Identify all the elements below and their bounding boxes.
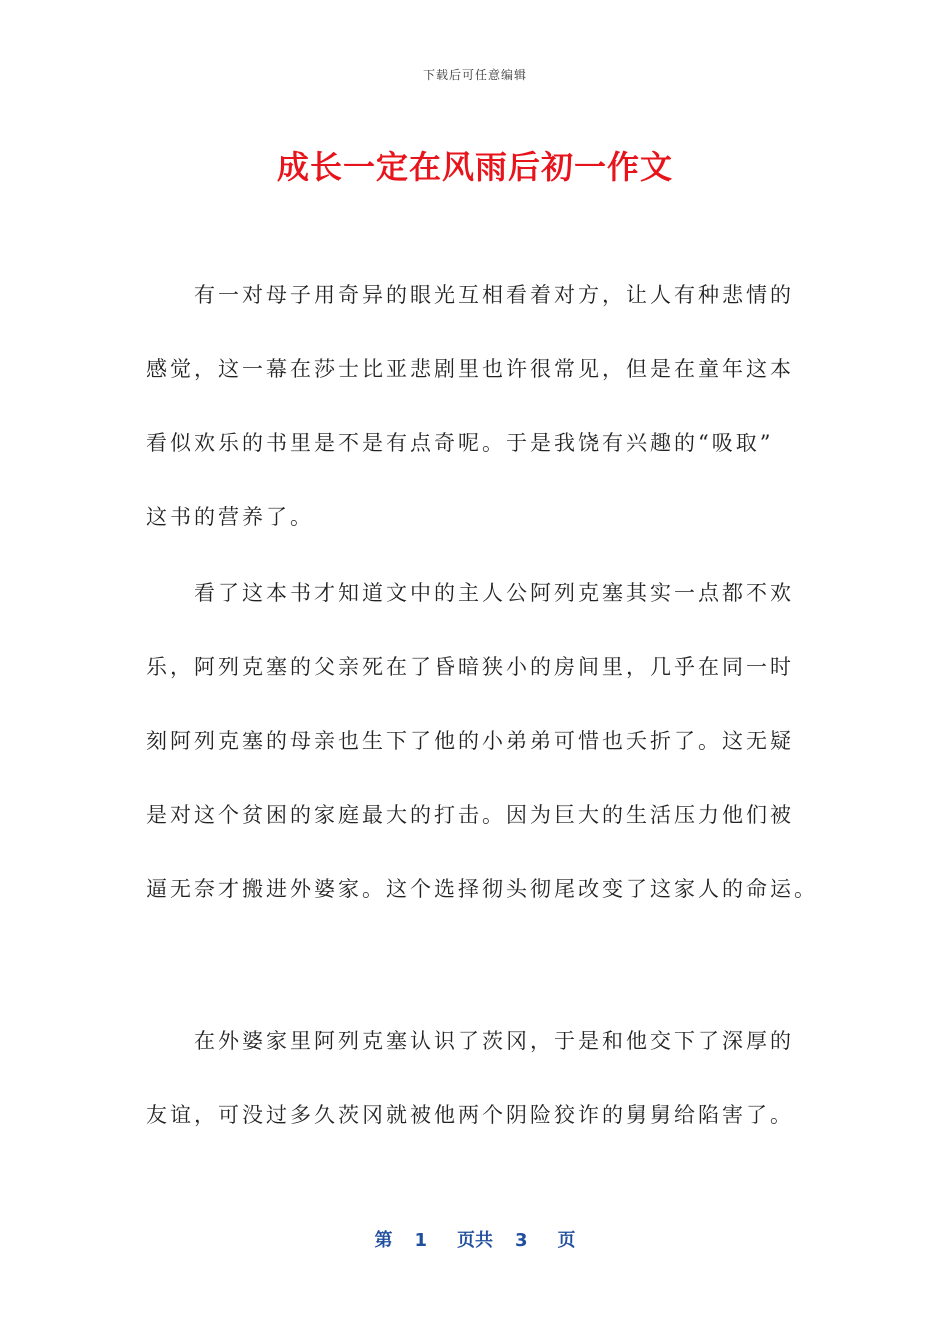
footer-page-prefix: 第 [374, 1230, 393, 1251]
paragraph-2 [146, 556, 818, 926]
paragraph-line: 是对这个贫困的家庭最大的打击。因为巨大的生活压力他们被 [146, 803, 794, 827]
footer-current-page: 1 [414, 1230, 427, 1251]
header-note: 下载后可任意编辑 [422, 68, 527, 82]
document-title: 成长一定在风雨后初一作文 [276, 148, 673, 186]
paragraph-line: 逼无奈才搬进外婆家。这个选择彻头彻尾改变了这家人的命运。 [146, 877, 818, 901]
footer-total-pages: 3 [515, 1230, 528, 1251]
paragraph-line: 友谊，可没过多久茨冈就被他两个阴险狡诈的舅舅给陷害了。 [146, 1103, 794, 1127]
paragraph-line: 看了这本书才知道文中的主人公阿列克塞其实一点都不欢 [194, 581, 794, 605]
paragraph-line: 这书的营养了。 [146, 505, 314, 529]
footer-page-suffix: 页 [557, 1230, 576, 1251]
page-footer [0, 1226, 950, 1252]
paragraph-3 [146, 1004, 796, 1152]
paragraph-line: 刻阿列克塞的母亲也生下了他的小弟弟可惜也夭折了。这无疑 [146, 729, 794, 753]
paragraph-line: 在外婆家里阿列克塞认识了茨冈，于是和他交下了深厚的 [194, 1029, 794, 1053]
paragraph-line: 有一对母子用奇异的眼光互相看着对方，让人有种悲情的 [194, 283, 794, 307]
footer-page-mid: 页共 [457, 1230, 493, 1251]
paragraph-line: 感觉，这一幕在莎士比亚悲剧里也许很常见，但是在童年这本 [146, 357, 794, 381]
paragraph-line: 看似欢乐的书里是不是有点奇呢。于是我饶有兴趣的“吸取” [146, 431, 774, 455]
paragraph-1 [146, 258, 796, 554]
paragraph-line: 乐，阿列克塞的父亲死在了昏暗狭小的房间里，几乎在同一时 [146, 655, 794, 679]
